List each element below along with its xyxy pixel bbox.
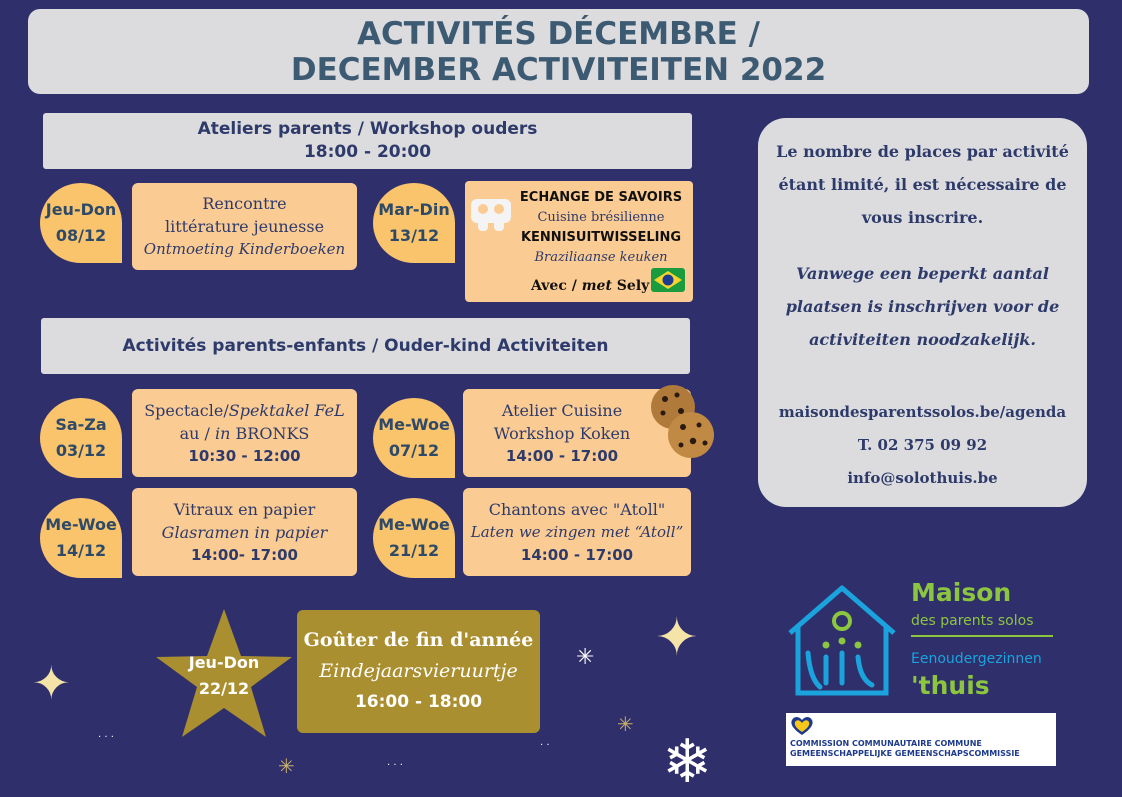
date-badge-day: Me-Woe [45,515,117,534]
brazil-flag-icon [651,268,685,292]
date-badge-day: Me-Woe [378,515,450,534]
event-card [463,488,691,576]
date-badge-date: 14/12 [55,541,107,560]
event-line: Cuisine brésilienne [537,210,665,225]
event-line: Workshop Koken [493,423,631,443]
date-badge-day: Me-Woe [378,415,450,434]
info-panel [758,118,1087,507]
event-time: 16:00 - 18:00 [354,692,483,712]
logo-line: des parents solos [911,613,1034,629]
heart-logo-icon [789,715,815,737]
workshops-header-title: Ateliers parents / Workshop ouders [197,119,538,139]
date-badge-date: 13/12 [388,226,440,245]
event-line: KENNISUITWISSELING [520,230,682,245]
date-badge-day: Sa-Za [55,415,107,434]
date-badge-date: 21/12 [388,541,440,560]
info-text-nl: Vanwege een beperkt aantal [796,264,1049,283]
title-line-1: ACTIVITÉS DÉCEMBRE / [357,15,760,52]
event-line-nl: Glasramen in papier [161,522,328,542]
commission-line: GEMEENSCHAPPELIJKE GEMEENSCHAPSCOMMISSIE [790,749,1020,758]
date-badge-day: Mar-Din [378,200,450,219]
family-header [41,318,690,374]
event-card [132,389,357,477]
sparkle-icon: ✳ [278,754,295,778]
cookies-icon [649,383,717,461]
event-time: 10:30 - 12:00 [188,446,301,465]
star-date-day: Jeu-Don [188,653,260,672]
date-badge [373,398,455,478]
sparkle-icon: ✦ [32,656,71,710]
email-link[interactable]: info@solothuis.be [847,469,998,487]
star-dot-icon: · · · [98,732,114,743]
date-badge [40,398,122,478]
event-card [132,488,357,576]
info-text: étant limité, il est nécessaire de [778,175,1067,194]
event-line-nl: Laten we zingen met “Atoll” [470,522,684,541]
logo-divider [911,635,1053,637]
date-badge-date: 07/12 [388,441,440,460]
event-time: 14:00- 17:00 [191,545,298,564]
info-text-nl: plaatsen is inschrijven voor de [785,297,1060,316]
snowflake-icon: ❄ [662,727,713,797]
star-dot-icon: · · · [387,760,403,771]
event-host: Avec / met Sely [531,278,650,294]
commission-logo [786,713,1056,766]
maison-logo-icon [786,583,898,698]
star-date-date: 22/12 [198,679,250,698]
page-title [28,9,1089,94]
commission-line: COMMISSION COMMUNAUTAIRE COMMUNE [790,739,982,748]
snowflake-icon: ✳ [576,645,595,670]
event-line: au / in BRONKS [179,423,310,443]
event-line: littérature jeunesse [164,217,325,236]
event-line: Goûter de fin d'année [303,629,534,651]
logo-line: 'thuis [911,671,990,700]
event-line: Spectacle/Spektakel FeL [144,400,345,420]
star-date [153,650,295,702]
date-badge [373,183,455,263]
title-line-2: DECEMBER ACTIVITEITEN 2022 [290,51,827,88]
event-line: Chantons avec "Atoll" [488,499,666,519]
workshops-header-time: 18:00 - 20:00 [303,142,432,162]
event-card [465,181,693,302]
event-line: ECHANGE DE SAVOIRS [519,190,683,205]
event-line-nl: Ontmoeting Kinderboeken [143,240,346,258]
info-text-nl: activiteiten noodzakelijk. [809,330,1036,349]
special-event-card [297,610,540,733]
event-line: Atelier Cuisine [501,400,623,420]
workshops-header [43,113,692,169]
date-badge-date: 03/12 [55,441,107,460]
date-badge [373,498,455,578]
event-line-nl: Braziliaanse keuken [534,250,668,265]
phone-number: T. 02 375 09 92 [857,436,988,454]
knowledge-exchange-icon [469,193,515,239]
event-time: 14:00 - 17:00 [520,545,634,564]
date-badge [40,183,122,263]
event-line: Rencontre [202,194,287,213]
date-badge-day: Jeu-Don [45,200,117,219]
logo-line: Eenoudergezinnen [911,651,1042,667]
event-line: Vitraux en papier [173,499,316,519]
date-badge [40,498,122,578]
info-text: Le nombre de places par activité [776,142,1069,161]
date-badge-date: 08/12 [55,226,107,245]
sparkle-icon: ✳ [617,712,634,736]
sparkle-icon: ✦ [655,608,699,668]
info-text: vous inscrire. [861,208,984,227]
family-header-title: Activités parents-enfants / Ouder-kind Activiteiten [122,336,609,356]
event-card [132,183,357,270]
event-time: 14:00 - 17:00 [505,446,619,465]
website-link[interactable]: maisondesparentssolos.be/agenda [778,403,1067,421]
star-dot-icon: · · [540,740,550,751]
event-line-nl: Eindejaarsvieruurtje [319,660,518,682]
logo-line: Maison [911,578,1012,607]
